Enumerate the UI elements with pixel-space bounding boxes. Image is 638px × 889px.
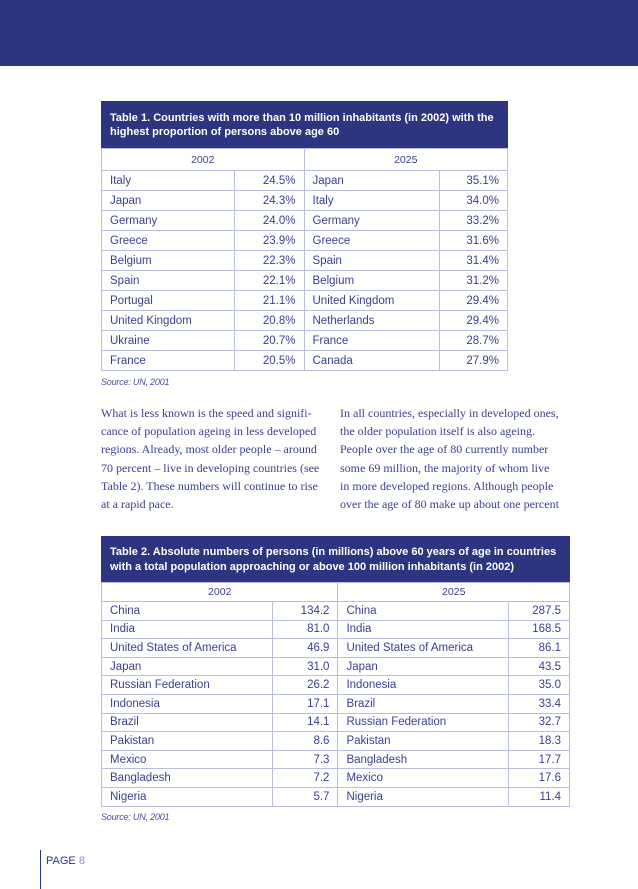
value-cell: 7.3 — [272, 750, 338, 769]
table-row — [102, 694, 570, 713]
value-cell: 24.0% — [234, 211, 304, 231]
table-row — [102, 769, 570, 788]
table-row — [102, 713, 570, 732]
table-row — [102, 620, 570, 639]
country-cell: China — [338, 602, 509, 621]
country-cell: Nigeria — [102, 787, 273, 806]
text-line: some 69 million, the majority of whom live — [340, 460, 550, 475]
country-cell: Greece — [102, 231, 235, 251]
value-cell: 11.4 — [509, 787, 570, 806]
country-cell: Spain — [102, 271, 235, 291]
country-cell: Italy — [304, 191, 440, 211]
value-cell: 22.1% — [234, 271, 304, 291]
country-cell: United States of America — [338, 639, 509, 658]
value-cell: 23.9% — [234, 231, 304, 251]
value-cell: 5.7 — [272, 787, 338, 806]
value-cell: 20.7% — [234, 331, 304, 351]
table-row — [102, 657, 570, 676]
value-cell: 20.5% — [234, 351, 304, 371]
table-row — [102, 787, 570, 806]
body-column-left — [101, 404, 326, 513]
table-row — [102, 750, 570, 769]
value-cell: 31.6% — [440, 231, 508, 251]
country-cell: Pakistan — [338, 732, 509, 751]
country-cell: Mexico — [102, 750, 273, 769]
value-cell: 24.5% — [234, 171, 304, 191]
country-cell: Netherlands — [304, 311, 440, 331]
page-number-value: 8 — [78, 855, 85, 867]
table-row — [102, 211, 508, 231]
header-band — [0, 0, 638, 66]
table-2-col-2025: 2025 — [338, 583, 570, 602]
value-cell: 26.2 — [272, 676, 338, 695]
country-cell: Japan — [338, 657, 509, 676]
text-line: People over the age of 80 currently number — [340, 442, 549, 457]
country-cell: Indonesia — [338, 676, 509, 695]
value-cell: 33.4 — [509, 694, 570, 713]
page-label: PAGE — [46, 855, 76, 867]
table-2 — [101, 536, 570, 807]
body-column-right — [340, 404, 572, 513]
value-cell: 35.0 — [509, 676, 570, 695]
value-cell: 46.9 — [272, 639, 338, 658]
value-cell: 168.5 — [509, 620, 570, 639]
table-2-caption-text: Table 2. Absolute numbers of persons (in millions) above 60 years of age in countries with a total population approaching or above 100 million inhabitants (in 2002) — [110, 546, 557, 573]
table-2-source: Source: UN, 2001 — [101, 812, 170, 822]
table-row — [102, 251, 508, 271]
value-cell: 17.1 — [272, 694, 338, 713]
text-line: in more developed regions. Although people — [340, 478, 554, 493]
table-row — [102, 676, 570, 695]
value-cell: 29.4% — [440, 291, 508, 311]
value-cell: 31.4% — [440, 251, 508, 271]
country-cell: Greece — [304, 231, 440, 251]
value-cell: 287.5 — [509, 602, 570, 621]
text-line: Table 2). These numbers will continue to rise — [101, 478, 318, 493]
table-1-caption-text: Table 1. Countries with more than 10 million inhabitants (in 2002) with the highest proportion of persons above age 60 — [110, 112, 494, 138]
value-cell: 29.4% — [440, 311, 508, 331]
country-cell: India — [338, 620, 509, 639]
table-row — [102, 732, 570, 751]
country-cell: Nigeria — [338, 787, 509, 806]
value-cell: 28.7% — [440, 331, 508, 351]
country-cell: Belgium — [102, 251, 235, 271]
country-cell: Pakistan — [102, 732, 273, 751]
table-1 — [101, 101, 508, 371]
country-cell: Japan — [102, 657, 273, 676]
country-cell: Indonesia — [102, 694, 273, 713]
country-cell: Mexico — [338, 769, 509, 788]
value-cell: 86.1 — [509, 639, 570, 658]
country-cell: Belgium — [304, 271, 440, 291]
country-cell: Canada — [304, 351, 440, 371]
table-row — [102, 639, 570, 658]
table-row — [102, 171, 508, 191]
table-row — [102, 331, 508, 351]
value-cell: 32.7 — [509, 713, 570, 732]
text-line: 70 percent – live in developing countries (see — [101, 460, 320, 475]
value-cell: 43.5 — [509, 657, 570, 676]
value-cell: 22.3% — [234, 251, 304, 271]
country-cell: United States of America — [102, 639, 273, 658]
value-cell: 134.2 — [272, 602, 338, 621]
country-cell: Russian Federation — [102, 676, 273, 695]
country-cell: Brazil — [338, 694, 509, 713]
country-cell: Bangladesh — [102, 769, 273, 788]
text-line: over the age of 80 make up about one percent — [340, 497, 559, 512]
value-cell: 81.0 — [272, 620, 338, 639]
value-cell: 24.3% — [234, 191, 304, 211]
value-cell: 33.2% — [440, 211, 508, 231]
value-cell: 7.2 — [272, 769, 338, 788]
value-cell: 17.6 — [509, 769, 570, 788]
table-1-source: Source: UN, 2001 — [101, 377, 170, 387]
value-cell: 21.1% — [234, 291, 304, 311]
value-cell: 34.0% — [440, 191, 508, 211]
table-row — [102, 191, 508, 211]
text-line: cance of population ageing in less developed — [101, 424, 317, 439]
page-number — [46, 855, 85, 867]
country-cell: France — [304, 331, 440, 351]
country-cell: Italy — [102, 171, 235, 191]
value-cell: 18.3 — [509, 732, 570, 751]
table-1-caption — [101, 101, 508, 148]
table-1-grid — [101, 148, 508, 371]
value-cell: 31.0 — [272, 657, 338, 676]
country-cell: Bangladesh — [338, 750, 509, 769]
table-1-col-2025: 2025 — [304, 149, 508, 171]
value-cell: 27.9% — [440, 351, 508, 371]
table-2-col-2002: 2002 — [102, 583, 338, 602]
table-1-header-row — [102, 149, 508, 171]
country-cell: Portugal — [102, 291, 235, 311]
table-row — [102, 231, 508, 251]
country-cell: China — [102, 602, 273, 621]
country-cell: Ukraine — [102, 331, 235, 351]
text-line: What is less known is the speed and signifi- — [101, 406, 312, 420]
text-line: In all countries, especially in developed ones, — [340, 406, 559, 420]
country-cell: Spain — [304, 251, 440, 271]
table-row — [102, 351, 508, 371]
country-cell: Brazil — [102, 713, 273, 732]
country-cell: Japan — [102, 191, 235, 211]
country-cell: Japan — [304, 171, 440, 191]
value-cell: 31.2% — [440, 271, 508, 291]
table-2-caption — [101, 536, 570, 582]
country-cell: India — [102, 620, 273, 639]
value-cell: 20.8% — [234, 311, 304, 331]
country-cell: Germany — [304, 211, 440, 231]
value-cell: 35.1% — [440, 171, 508, 191]
country-cell: United Kingdom — [102, 311, 235, 331]
table-row — [102, 271, 508, 291]
value-cell: 14.1 — [272, 713, 338, 732]
country-cell: Russian Federation — [338, 713, 509, 732]
table-row — [102, 602, 570, 621]
country-cell: Germany — [102, 211, 235, 231]
table-1-col-2002: 2002 — [102, 149, 305, 171]
country-cell: United Kingdom — [304, 291, 440, 311]
table-row — [102, 311, 508, 331]
country-cell: France — [102, 351, 235, 371]
text-line: the older population itself is also ageing. — [340, 424, 535, 439]
value-cell: 8.6 — [272, 732, 338, 751]
text-line: regions. Already, most older people – around — [101, 442, 317, 457]
table-2-header-row — [102, 583, 570, 602]
table-2-grid — [101, 582, 570, 807]
table-row — [102, 291, 508, 311]
text-line: at a rapid pace. — [101, 497, 174, 512]
value-cell: 17.7 — [509, 750, 570, 769]
page-number-rule — [40, 850, 41, 889]
